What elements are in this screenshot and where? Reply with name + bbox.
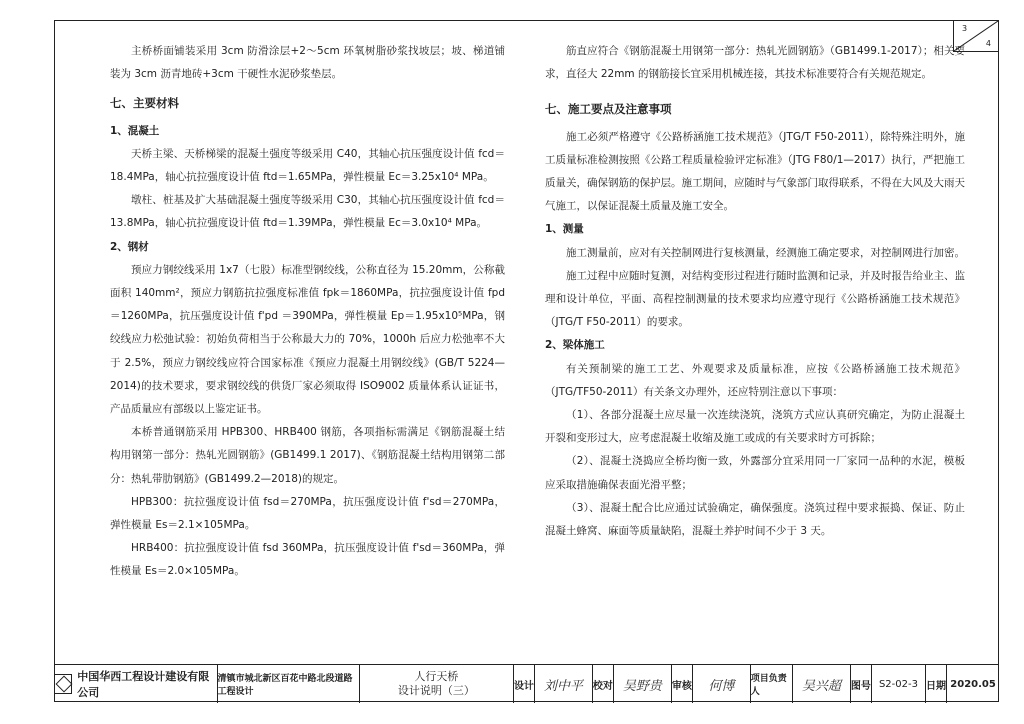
survey-paragraph-1: 施工测量前，应对有关控制网进行复核测量，经测施工确定要求，对控制网进行加密。	[566, 246, 965, 259]
date-value: 2020.05	[950, 678, 996, 690]
construction-paragraph: 施工必须严格遵守《公路桥涵施工技术规范》（JTG/T F50-2011），除特殊注明外，施工质量标准检测按照《公路工程质量检验评定标准》（JTG F80/1—2017）执行，严把施工质量关，确保钢筋的保护层。施工期间，应随时与气象部门取得联系，不得在大风及大雨天气施工，以保证混凝土质量及施工安全。	[545, 130, 965, 213]
design-signature: 刘中平	[535, 665, 593, 703]
project-lead-signature: 吴兴超	[793, 665, 851, 703]
steel-paragraph-1: 预应力钢绞线采用 1x7（七股）标准型钢绞线，公称直径为 15.20mm，公称截面积 140mm²，预应力钢筋抗拉强度标准值 fpk＝1860MPa，抗拉强度设计值 fpd＝1260MPa，抗压强度设计值 f'pd ＝390MPa，弹性模量 Ep＝1.95x10⁵MPa，钢绞线应力松弛试验：初始负荷相当于公称最大力的 70%，1000h 后应力松弛率不大于 2.5%，预应力钢绞线应符合国家标准《预应力混凝土用钢绞线》(GB/T 5224—2014)的技术要求，要求钢绞线的供货厂家必须取得 ISO9002 质量体系认证证书，产品质量应有部级以上鉴定证书。	[110, 263, 505, 416]
review-signature: 何博	[693, 665, 751, 703]
beam-paragraph-intro: 有关预制梁的施工工艺、外观要求及质量标准，应按《公路桥涵施工技术规范》（JTG/TF50-2011）有关条文办理外，还应特别注意以下事项：	[545, 362, 965, 398]
project-name: 清镇市城北新区百花中路北段道路工程设计	[218, 665, 360, 703]
left-column	[110, 40, 505, 584]
check-signature: 吴野贵	[614, 665, 672, 703]
design-label: 设计	[514, 665, 535, 703]
survey-paragraph-2: 施工过程中应随时复测，对结构变形过程进行随时监测和记录，并及时报告给业主、监理和设计单位，平面、高程控制测量的技术要求均应遵守现行《公路桥涵施工技术规范》（JTG/T F50-2011）的要求。	[545, 269, 965, 329]
construction-heading: 七、施工要点及注意事项	[545, 102, 672, 117]
title-block	[54, 664, 999, 703]
steel-heading: 2、钢材	[110, 240, 149, 253]
concrete-paragraph-2: 墩柱、桩基及扩大基础混凝土强度等级采用 C30，其轴心抗压强度设计值 fcd＝13.8MPa，轴心抗拉强度设计值 ftd＝1.39MPa，弹性模量 Ec＝3.0x10⁴ MPa。	[110, 194, 505, 230]
company-cell	[54, 665, 218, 703]
steel-paragraph-3: HPB300：抗拉强度设计值 fsd＝270MPa，抗压强度设计值 f'sd＝270MPa，弹性模量 Es＝2.1×105MPa。	[110, 495, 505, 532]
steel-paragraph-4: HRB400：抗拉强度设计值 fsd 360MPa，抗压强度设计值 f'sd＝360MPa，弹性模量 Es＝2.0×105MPa。	[110, 542, 505, 578]
check-label: 校对	[593, 665, 614, 703]
rebar-standard-paragraph: 筋直应符合《钢筋混凝土用钢第一部分：热轧光圆钢筋》（GB1499.1-2017）；相关要求，直径大 22mm 的钢筋接长宜采用机械连接，其技术标准要符合有关规范规定。	[545, 45, 965, 81]
project-lead-label: 项目负责人	[751, 665, 793, 703]
beam-item-1: （1）、各部分混凝土应尽量一次连续浇筑，浇筑方式应认真研究确定，为防止混凝土开裂和变形过大，应考虑混凝土收缩及施工或成的有关要求时方可拆除；	[545, 409, 965, 445]
right-column	[545, 40, 965, 543]
beam-heading: 2、梁体施工	[545, 339, 605, 352]
company-logo-icon	[54, 674, 72, 694]
paving-paragraph: 主桥桥面铺装采用 3cm 防滑涂层+2～5cm 环氧树脂砂浆找坡层；坡、梯道铺装为 3cm 沥青地砖+3cm 干硬性水泥砂浆垫层。	[110, 45, 505, 81]
drawing-no-label: 图号	[851, 665, 872, 703]
concrete-heading: 1、混凝土	[110, 124, 160, 137]
concrete-paragraph-1: 天桥主梁、天桥梯梁的混凝土强度等级采用 C40，其轴心抗压强度设计值 fcd＝18.4MPa，轴心抗拉强度设计值 ftd＝1.65MPa，弹性模量 Ec＝3.25x10⁴ MPa。	[110, 147, 505, 184]
page-total: 4	[985, 39, 991, 48]
review-label: 审核	[672, 665, 693, 703]
materials-heading: 七、主要材料	[110, 96, 179, 111]
drawing-title-cell	[360, 665, 514, 703]
steel-paragraph-2: 本桥普通钢筋采用 HPB300、HRB400 钢筋，各项指标需满足《钢筋混凝土结构用钢第一部分：热轧光圆钢筋》(GB1499.1 2017)、《钢筋混凝土结构用钢第二部分：热轧带肋钢筋》(GB1499.2—2018)的规定。	[110, 426, 505, 485]
beam-item-2: （2）、混凝土浇捣应全桥均衡一致，外露部分宜采用同一厂家同一品种的水泥，模板应采取措施确保表面光滑平整；	[545, 455, 965, 491]
drawing-title-line1: 人行天桥	[414, 670, 459, 683]
date-label: 日期	[926, 665, 947, 703]
drawing-title-line2: 设计说明（三）	[397, 684, 475, 697]
beam-item-3: （3）、混凝土配合比应通过试验确定，确保强度。浇筑过程中要求振捣、保证、防止混凝土蜂窝、麻面等质量缺陷，混凝土养护时间不少于 3 天。	[545, 501, 965, 538]
drawing-no-value: S2-02-3	[872, 665, 926, 703]
survey-heading: 1、测量	[545, 223, 584, 236]
page-current: 3	[962, 24, 968, 33]
company-name: 中国华西工程设计建设有限公司	[77, 670, 210, 699]
